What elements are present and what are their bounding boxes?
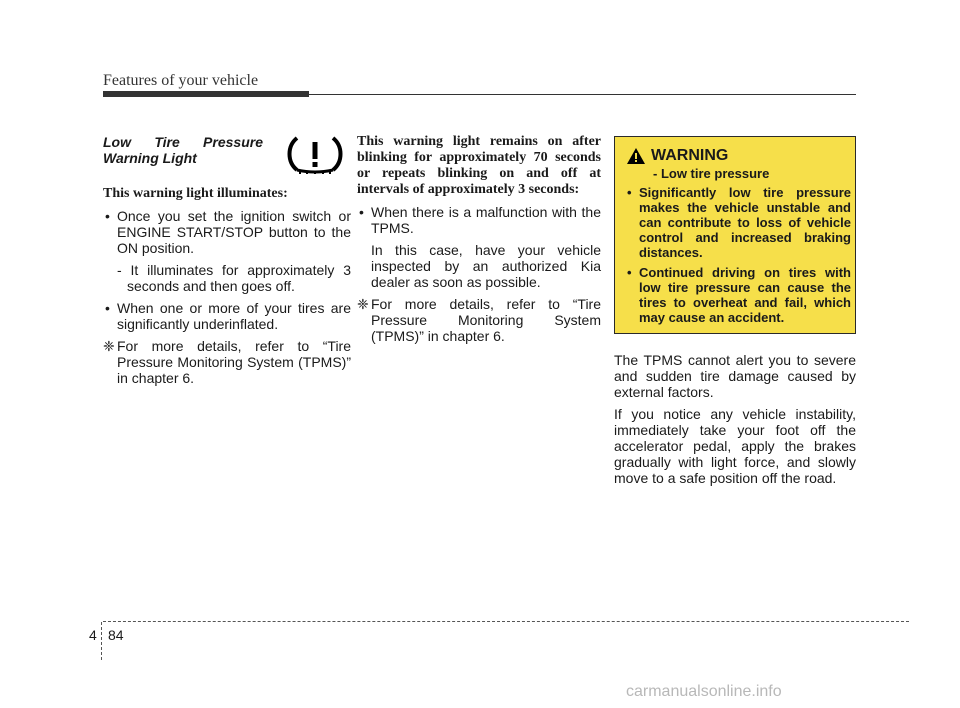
warning-triangle-icon (627, 148, 645, 164)
bullet-list (357, 204, 601, 290)
footer-rule (103, 621, 909, 622)
watermark: carmanualsonline.info (626, 683, 782, 700)
sub-item: In this case, have your vehicle inspected by an authorized Kia dealer as soon as possible. (371, 242, 601, 290)
paragraph: If you notice any vehicle instability, immediately take your foot off the accelerator pedal, apply the brakes gradually with light force, and slowly move to a safe position off the road. (614, 406, 856, 486)
paragraph: The TPMS cannot alert you to severe and sudden tire damage caused by external factors. (614, 352, 856, 400)
list-item: • When there is a malfunction with the TPMS. In this case, have your vehicle inspected by an authorized Kia dealer as soon as possible. (357, 204, 601, 290)
column-middle (357, 134, 601, 344)
warning-header (627, 147, 728, 165)
list-item: • When one or more of your tires are significantly underinflated. (103, 300, 351, 332)
warning-title: WARNING (651, 147, 729, 164)
tire-pressure-warning-icon (281, 134, 349, 174)
note-mark-icon: ❈ (357, 296, 369, 312)
page-header-title: Features of your vehicle (103, 72, 259, 89)
note-mark-icon: ❈ (103, 338, 115, 354)
footer-divider (101, 622, 102, 660)
list-item: • Significantly low tire pressure makes the vehicle unstable and can contribute to loss of vehicle control and increased braking distances. (625, 185, 851, 260)
column-right (614, 352, 856, 492)
header-bar (103, 91, 309, 97)
page-number: 84 (108, 627, 124, 643)
warning-list-container (625, 185, 851, 330)
warning-list (625, 185, 851, 325)
chapter-number: 4 (89, 627, 97, 643)
bullet-list (103, 208, 351, 332)
warning-box (614, 136, 856, 334)
section-heading: Low Tire Pressure Warning Light (103, 134, 263, 166)
warning-subtitle: - Low tire pressure (653, 166, 770, 181)
list-item: • Continued driving on tires with low tire pressure can cause the tires to overheat and fail, which may cause an accident. (625, 265, 851, 325)
intro-text: This warning light remains on after blinking for approximately 70 seconds or repeats blinking on and off at intervals of approximately 3 seconds: (357, 134, 601, 197)
reference-note: ❈ For more details, refer to “Tire Pressure Monitoring System (TPMS)” in chapter 6. (103, 338, 351, 386)
reference-note: ❈ For more details, refer to “Tire Pressure Monitoring System (TPMS)” in chapter 6. (357, 296, 601, 344)
list-item: • Once you set the ignition switch or ENGINE START/STOP button to the ON position. - It illuminates for approximately 3 seconds and then goes off. (103, 208, 351, 294)
sub-item: - It illuminates for approximately 3 seconds and then goes off. (117, 262, 351, 294)
header-rule (309, 94, 856, 95)
intro-text: This warning light illuminates: (103, 186, 288, 201)
column-left (103, 134, 351, 386)
